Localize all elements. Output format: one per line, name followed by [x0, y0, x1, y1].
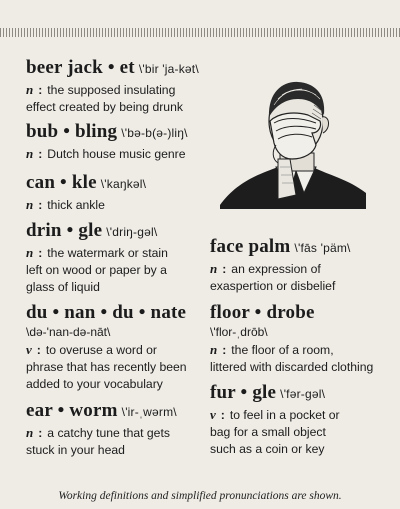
definition-line: a catchy tune that gets	[47, 426, 170, 440]
definition-line: left on wood or paper by a	[26, 263, 167, 277]
pronunciation: \'fās 'päm\	[294, 241, 351, 255]
pronunciation: \'fər-gəl\	[280, 387, 326, 401]
definition-line: exaspertion or disbelief	[210, 279, 336, 293]
definition-line: the watermark or stain	[47, 246, 168, 260]
pronunciation: \'driŋ-gəl\	[106, 225, 158, 239]
entry-earworm: ear • worm \'ir-ˌwərm\ n : a catchy tune that gets stuck in your head	[26, 400, 177, 457]
headword: beer jack • et	[26, 57, 135, 78]
part-of-speech: n	[26, 197, 34, 212]
definition-line: effect created by being drunk	[26, 100, 183, 114]
part-of-speech: v	[26, 342, 32, 357]
entry-bubbling: bub • bling \'bə-b(ə-)liŋ\ n : Dutch house music genre	[26, 121, 188, 161]
part-of-speech: n	[26, 425, 34, 440]
headword: can • kle	[26, 172, 97, 193]
definition-line: the floor of a room,	[231, 343, 334, 357]
definition-line: phrase that has recently been	[26, 360, 187, 374]
headword: floor • drobe	[210, 302, 315, 323]
part-of-speech: n	[26, 146, 34, 161]
face-palm-portrait-icon	[218, 75, 368, 210]
entry-cankle: can • kle \'kaŋkəl\ n : thick ankle	[26, 172, 147, 212]
entry-floordrobe: floor • drobe \'flor-ˌdrōb\ n : the floor of a room, littered with discarded clothing	[210, 302, 398, 376]
part-of-speech: n	[26, 245, 34, 260]
part-of-speech: n	[26, 82, 34, 97]
entry-face-palm: face palm \'fās 'päm\ n : an expression of exaspertion or disbelief	[210, 236, 351, 293]
definition-line: littered with discarded clothing	[210, 360, 374, 374]
footer-note: Working definitions and simplified pronunciations are shown.	[58, 490, 342, 502]
pronunciation: \'ir-ˌwərm\	[121, 405, 177, 419]
definition-line: glass of liquid	[26, 280, 100, 294]
definition-line: an expression of	[231, 262, 321, 276]
definition-line: Dutch house music genre	[47, 147, 186, 161]
definition-line: to overuse a word or	[45, 343, 157, 357]
pronunciation: \də-'nan-də-nāt\	[26, 325, 111, 339]
entry-dringle: drin • gle \'driŋ-gəl\ n : the watermark or stain left on wood or paper by a glass of liquid	[26, 220, 168, 294]
definition-line: added to your vocabulary	[26, 377, 163, 391]
definition-line: thick ankle	[47, 198, 105, 212]
definition-line: to feel in a pocket or	[229, 408, 340, 422]
entry-beer-jacket: beer jack • et \'bir 'ja-kət\ n : the supposed insulating effect created by being drunk	[26, 57, 199, 114]
part-of-speech: v	[210, 407, 216, 422]
headword: fur • gle	[210, 382, 277, 403]
part-of-speech: n	[210, 261, 218, 276]
headword: du • nan • du • nate	[26, 302, 187, 323]
pronunciation: \'bə-b(ə-)liŋ\	[121, 126, 188, 140]
definition-line: bag for a small object	[210, 425, 326, 439]
top-rule	[0, 28, 400, 37]
pronunciation: \'bir 'ja-kət\	[138, 62, 199, 76]
headword: bub • bling	[26, 121, 118, 142]
headword: drin • gle	[26, 220, 103, 241]
definition-line: the supposed insulating	[47, 83, 176, 97]
headword: ear • worm	[26, 400, 118, 421]
part-of-speech: n	[210, 342, 218, 357]
pronunciation: \'flor-ˌdrōb\	[210, 325, 268, 339]
entry-furgle: fur • gle \'fər-gəl\ v : to feel in a pocket or bag for a small object such as a coin or key	[210, 382, 340, 456]
entry-dunandunate: du • nan • du • nate \də-'nan-də-nāt\ v : to overuse a word or phrase that has recently been added to your vocabulary	[26, 302, 216, 393]
headword: face palm	[210, 236, 291, 257]
definition-line: stuck in your head	[26, 443, 125, 457]
pronunciation: \'kaŋkəl\	[100, 177, 147, 191]
definition-line: such as a coin or key	[210, 442, 325, 456]
